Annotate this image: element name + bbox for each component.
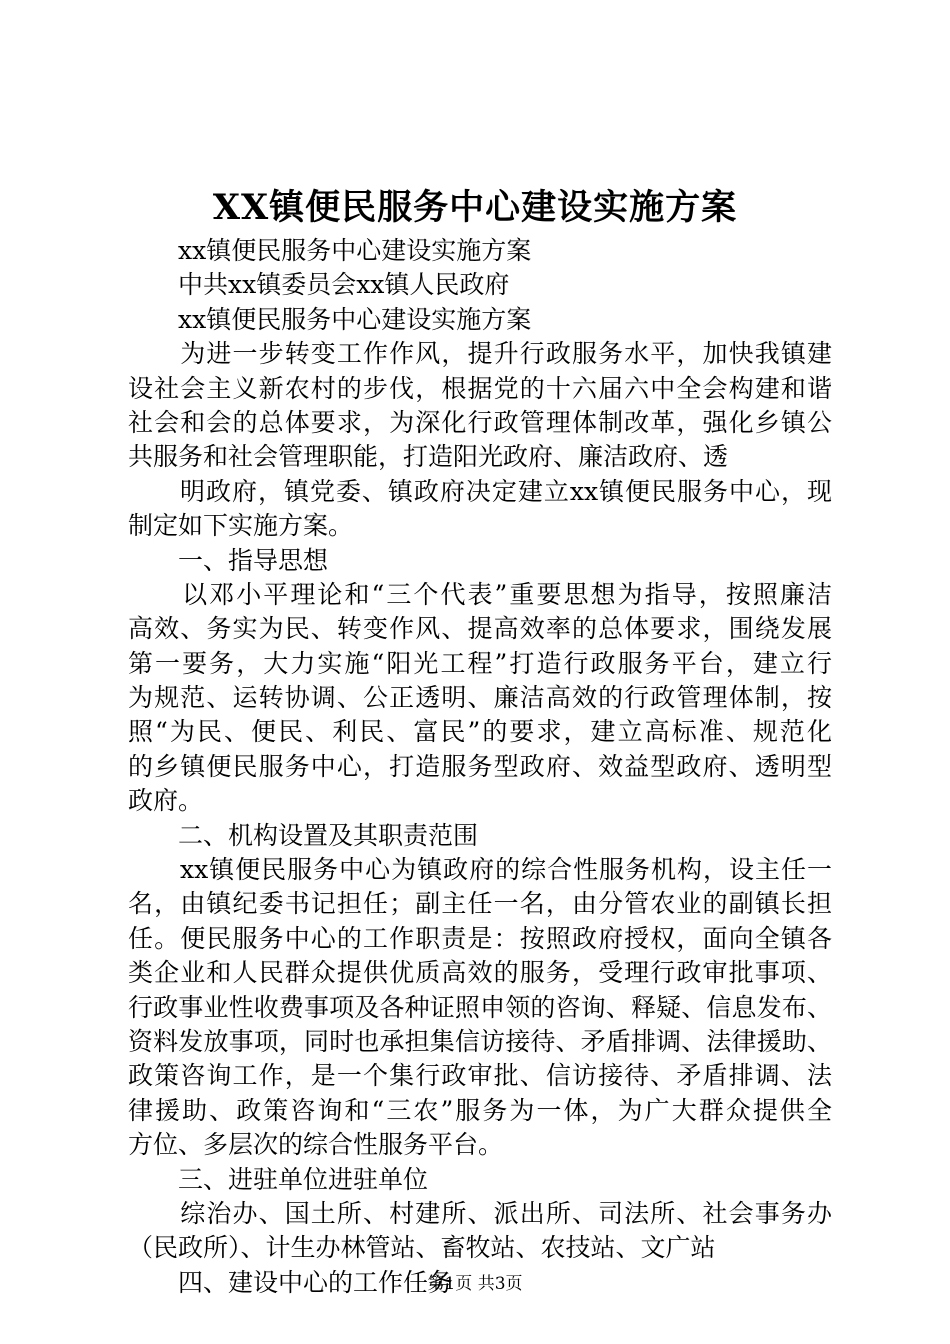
body-line: 第一要务，大力实施“阳光工程”打造行政服务平台，建立行 xyxy=(128,648,832,678)
body-line: 任。便民服务中心的工作职责是：按照政府授权，面向全镇各 xyxy=(128,923,832,953)
body-line: xx镇便民服务中心为镇政府的综合性服务机构，设主任一 xyxy=(128,855,832,885)
body-line: 照“为民、便民、利民、富民”的要求，建立高标准、规范化 xyxy=(128,717,832,747)
body-line: 设社会主义新农村的步伐，根据党的十六届六中全会构建和谐 xyxy=(128,373,832,403)
document-title: XX镇便民服务中心建设实施方案 xyxy=(212,187,738,228)
body-line: 的乡镇便民服务中心，打造服务型政府、效益型政府、透明型 xyxy=(128,751,832,781)
body-line: 律援助、政策咨询和“三农”服务为一体，为广大群众提供全 xyxy=(128,1095,832,1125)
body-line: xx镇便民服务中心建设实施方案 xyxy=(128,304,532,334)
page-footer: 第1页 共3页 xyxy=(427,1274,523,1294)
body-line: xx镇便民服务中心建设实施方案 xyxy=(128,236,532,265)
body-line: 政府。 xyxy=(128,786,204,816)
body-line: 二、机构设置及其职责范围 xyxy=(128,820,479,850)
body-line: 资料发放事项，同时也承担集信访接待、矛盾排调、法律援助、 xyxy=(128,1026,832,1056)
document-body xyxy=(128,234,832,1300)
body-line: 综治办、国土所、村建所、派出所、司法所、社会事务办 xyxy=(128,1198,832,1228)
body-line: 共服务和社会管理职能，打造阳光政府、廉洁政府、透 xyxy=(128,442,729,472)
body-line: 社会和会的总体要求，为深化行政管理体制改革，强化乡镇公 xyxy=(128,407,832,437)
body-line: 一、指导思想 xyxy=(128,545,329,575)
body-line: 行政事业性收费事项及各种证照申领的咨询、释疑、信息发布、 xyxy=(128,992,832,1022)
body-line: 中共xx镇委员会xx镇人民政府 xyxy=(128,270,510,300)
body-line: 名，由镇纪委书记担任；副主任一名，由分管农业的副镇长担 xyxy=(128,889,832,919)
body-line: 为规范、运转协调、公正透明、廉洁高效的行政管理体制，按 xyxy=(128,683,832,713)
body-line: 方位、多层次的综合性服务平台。 xyxy=(128,1130,504,1160)
body-line: 三、进驻单位进驻单位 xyxy=(128,1164,429,1194)
body-line: 类企业和人民群众提供优质高效的服务，受理行政审批事项、 xyxy=(128,958,832,988)
body-line: 以邓小平理论和“三个代表”重要思想为指导，按照廉洁 xyxy=(128,579,832,609)
body-line: 四、建设中心的工作任务 xyxy=(128,1267,454,1297)
body-line: （民政所）、计生办林管站、畜牧站、农技站、文广站 xyxy=(128,1233,716,1263)
body-line: 制定如下实施方案。 xyxy=(128,511,354,541)
body-line: 高效、务实为民、转变作风、提高效率的总体要求，围绕发展 xyxy=(128,614,832,644)
body-line: 为进一步转变工作作风，提升行政服务水平，加快我镇建 xyxy=(128,339,832,369)
body-line: 政策咨询工作，是一个集行政审批、信访接待、矛盾排调、法 xyxy=(128,1061,832,1091)
body-line: 明政府，镇党委、镇政府决定建立xx镇便民服务中心，现 xyxy=(128,476,832,506)
